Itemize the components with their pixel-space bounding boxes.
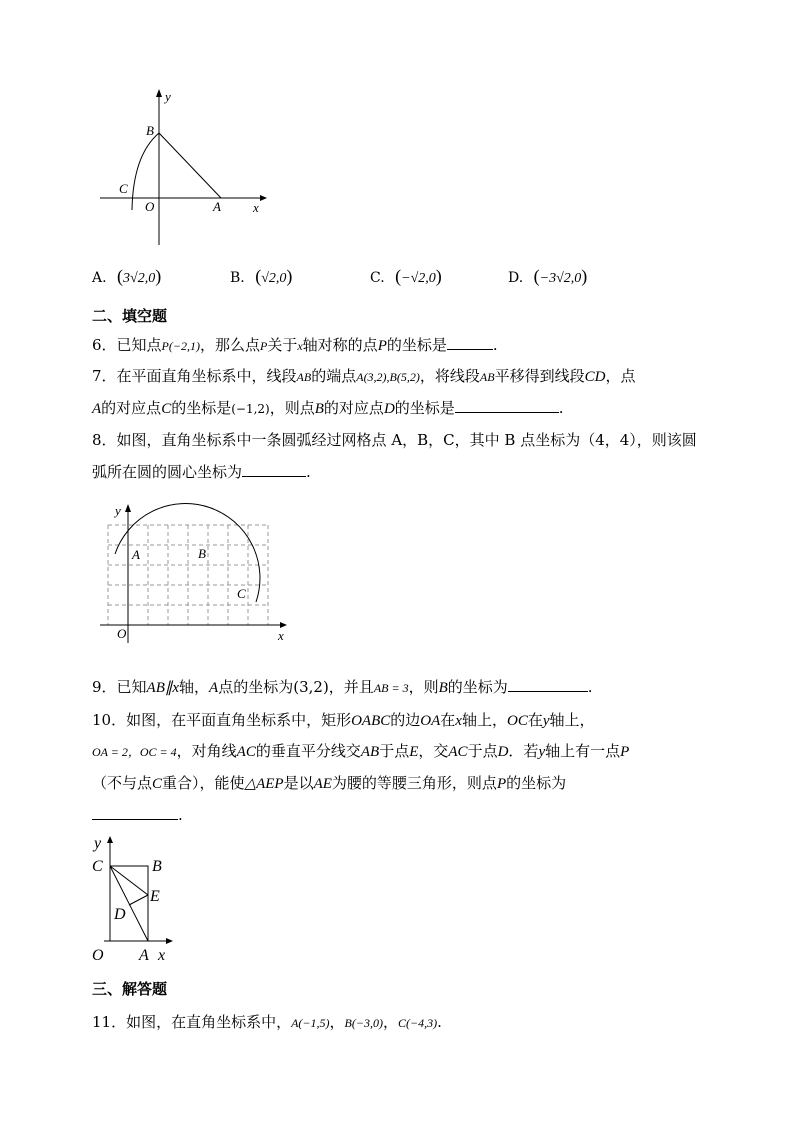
option-c-value: −√2,0 [401,271,436,286]
fig3-diagonal-ac [110,866,148,941]
question-7-line-1: 7．在平面直角坐标系中，线段AB的端点A(3,2),B(5,2)，将线段AB平移得到线段CD，点 [92,367,636,385]
figure-1 [95,85,275,250]
q6-answer-blank[interactable] [447,335,493,350]
fig1-label-y: y [165,89,171,104]
fig1-label-a: A [213,199,221,214]
q7-answer-blank[interactable] [455,398,559,413]
fig3-label-c: C [92,858,103,875]
option-d-value: −3√2,0 [539,271,582,286]
fig3-label-x: x [158,947,166,964]
option-a-letter: A. [92,270,107,286]
fig2-y-arrow [125,504,131,512]
section-3-heading: 三、解答题 [92,980,168,998]
fig3-x-arrow [166,938,173,944]
fig3-y-arrow [107,836,113,843]
option-c[interactable]: C. (−√2,0) [370,266,442,286]
question-8-line-2: 弧所在圆的圆心坐标为 . [92,463,311,481]
fig1-segment-ab [159,133,221,198]
q8-answer-blank[interactable] [242,462,306,477]
fig1-label-b: B [146,123,154,138]
question-10-line-3: （不与点C重合），能使△AEP是以AE为腰的等腰三角形，则点P的坐标为 [92,774,567,792]
option-d-letter: D. [508,270,524,286]
q9-answer-blank[interactable] [508,677,588,692]
question-9: 9．已知AB∥x轴，A点的坐标为(3,2)，并且AB = 3，则B的坐标为 . [92,678,593,696]
fig2-label-x: x [278,628,284,643]
question-6: 6．已知点P(−2,1)，那么点P关于x轴对称的点P的坐标是 . [92,336,498,354]
fig3-segment-ce [110,866,148,895]
fig1-x-arrow [260,195,267,201]
option-b-value: √2,0 [261,271,287,286]
fig1-label-c: C [119,181,128,196]
option-c-letter: C. [370,270,385,286]
fig3-label-a: A [139,947,149,964]
question-7-line-2: A的对应点C的坐标是(−1,2)，则点B的对应点D的坐标是 . [92,399,564,417]
fig3-label-o: O [92,947,104,964]
question-10-line-1: 10．如图，在平面直角坐标系中，矩形OABC的边OA在x轴上，OC在y轴上， [92,711,595,729]
section-2-heading: 二、填空题 [92,307,168,325]
fig3-label-y: y [94,835,102,852]
fig3-label-e: E [150,888,160,905]
figure-3 [88,833,188,965]
question-10-line-4: . [92,805,183,825]
option-b-letter: B. [230,270,245,286]
fig3-segment-de [129,895,148,905]
option-b[interactable]: B. (√2,0) [230,266,293,286]
fig1-y-arrow [156,89,162,97]
figure-2 [95,500,295,650]
fig3-label-d: D [114,906,126,923]
question-10-line-2: OA = 2，OC = 4，对角线AC的垂直平分线交AB于点E，交AC于点D．若y轴上有一点P [92,742,630,760]
question-11: 11．如图，在直角坐标系中，A(−1,5)，B(−3,0)，C(−4,3). [92,1013,442,1031]
option-a[interactable]: A. (3√2,0) [92,266,162,286]
fig3-label-b: B [152,858,162,875]
fig1-label-o: O [145,199,155,214]
fig2-label-b: B [198,546,206,561]
fig2-label-o: O [117,626,127,641]
option-d[interactable]: D. (−3√2,0) [508,266,588,286]
option-a-value: 3√2,0 [123,271,156,286]
q10-answer-blank[interactable] [92,805,178,820]
fig2-label-a: A [132,547,140,562]
fig1-label-x: x [253,200,259,215]
question-8-line-1: 8．如图，直角坐标系中一条圆弧经过网格点 A，B，C，其中 B 点坐标为（4，4），则该圆 [92,431,697,449]
fig2-label-y: y [115,503,121,518]
fig2-label-c: C [237,586,246,601]
